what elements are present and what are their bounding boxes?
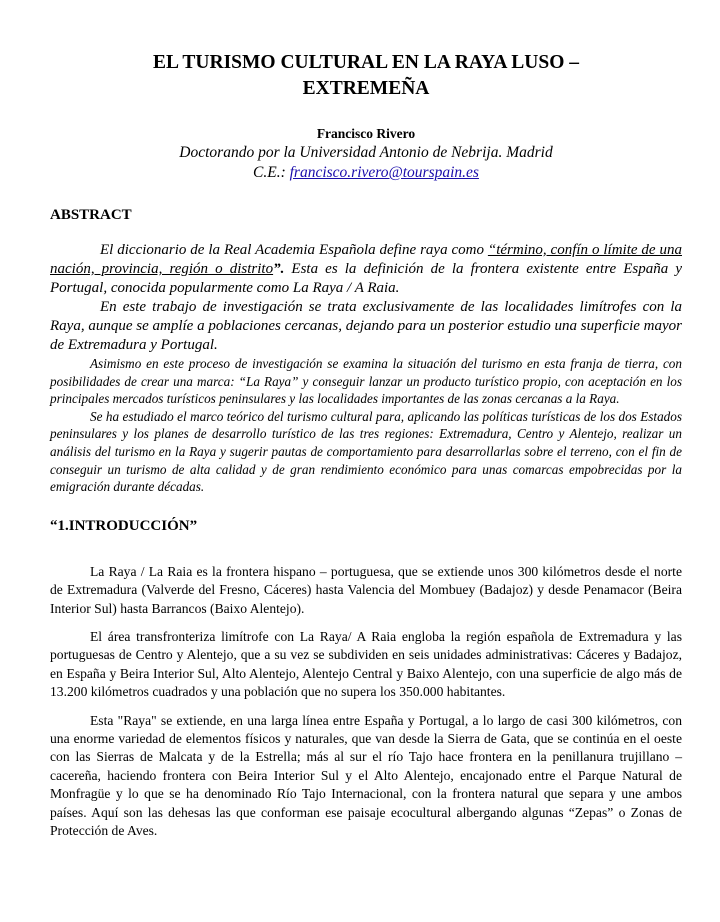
- title-line-2: EXTREMEÑA: [302, 78, 430, 99]
- abstract-p1-quote: “término, confín o límite de una nación, provincia, región o distrito: [50, 242, 682, 277]
- abstract-p1-start: El diccionario de la Real Academia Española define raya como: [100, 242, 488, 258]
- abstract-paragraph-4: Se ha estudiado el marco teórico del turismo cultural para, aplicando las políticas turísticas de los dos Estados peninsulares y los planes de desarrollo turístico de las tres regiones: Extremadura, Centro y Alentejo, realizar un análisis del turismo en la Raya y sugerir pautas de comportamiento para desarrollarlas sobre el terreno, con el fin de conseguir un turismo de alta calidad y de gran rendimiento económico para unas comarcas empobrecidas por la emigración durante décadas.: [50, 408, 682, 495]
- abstract-p1-quote-close: ”.: [273, 261, 285, 277]
- abstract-paragraph-2: En este trabajo de investigación se trata exclusivamente de las localidades limítrofes con la Raya, aunque se amplíe a poblaciones cercanas, dejando para un posterior estudio una superficie mayor de Extremadura y Portugal.: [50, 299, 682, 353]
- abstract-paragraph-1: [50, 241, 682, 298]
- abstract-body: [50, 241, 682, 496]
- paper-title: [50, 50, 682, 102]
- email-line: [50, 163, 682, 183]
- email-prefix: C.E.:: [253, 164, 290, 181]
- abstract-heading: ABSTRACT: [50, 207, 132, 223]
- author-affiliation: Doctorando por la Universidad Antonio de Nebrija. Madrid: [179, 144, 553, 161]
- abstract-p1-end: Esta es la definición de la frontera existente entre España y Portugal, conocida popularmente como La Raya / A Raia.: [50, 261, 682, 296]
- email-link[interactable]: francisco.rivero@tourspain.es: [289, 164, 479, 181]
- author-block: [50, 125, 682, 183]
- intro-paragraph-1: La Raya / La Raia es la frontera hispano – portuguesa, que se extiende unos 300 kilómetros desde el norte de Extremadura (Valverde del Fresno, Cáceres) hasta Valencia del Mombuey (Badajoz) y desde Penamacor (Beira Interior Sul) hasta Barrancos (Baixo Alentejo).: [50, 563, 682, 616]
- introduction-heading: “1.INTRODUCCIÓN”: [50, 517, 198, 534]
- author-name: Francisco Rivero: [316, 126, 416, 141]
- abstract-paragraph-3: Asimismo en este proceso de investigación se examina la situación del turismo en esta franja de tierra, con posibilidades de crear una marca: “La Raya” y conseguir lanzar un producto turístico propio, con aceptación en los principales mercados turísticos peninsulares y las localidades importantes de las zonas cercanas a la Raya.: [50, 356, 682, 407]
- intro-paragraph-3: Esta "Raya" se extiende, en una larga línea entre España y Portugal, a lo largo de casi 300 kilómetros, con una enorme variedad de elementos físicos y naturales, que van desde la Sierra de Gata, que se continúa en el oeste con las Sierras de Malcata y de la Estrella; más al sur el río Tajo hace frontera en la penillanura trujillano – cacereña, haciendo frontera con Beira Interior Sul y el Alto Alentejo, encajonado entre el Parque Natural de Monfragüe y lo que se ha denominado Río Tajo Internacional, con la frontera natural que separa y une ambos países. Aquí son las dehesas las que conforman ese paisaje ecocultural albergando algunas “Zepas” o Zonas de Protección de Aves.: [50, 712, 682, 839]
- document-page: [50, 50, 682, 840]
- title-line-1: EL TURISMO CULTURAL EN LA RAYA LUSO –: [152, 52, 580, 73]
- intro-paragraph-2: El área transfronteriza limítrofe con La Raya/ A Raia engloba la región española de Extremadura y las portuguesas de Centro y Alentejo, que a su vez se subdividen en seis unidades administrativas: Cáceres y Badajoz, en España y Beira Interior Sul, Alto Alentejo, Alentejo Central y Baixo Alentejo, con una superficie de algo más de 13.200 kilómetros cuadrados y una población que no supera los 350.000 habitantes.: [50, 628, 682, 700]
